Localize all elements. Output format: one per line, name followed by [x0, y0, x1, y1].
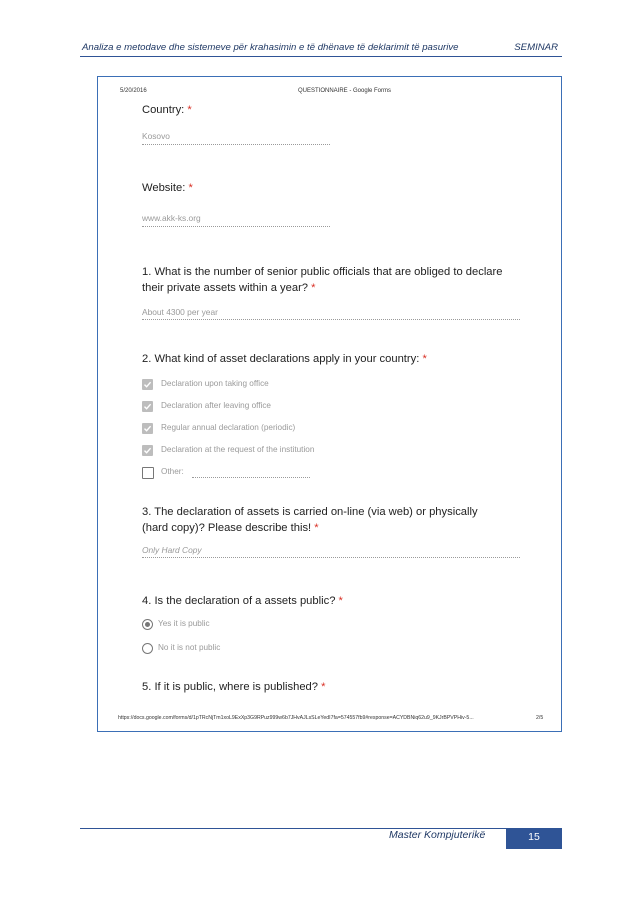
website-answer: www.akk-ks.org [142, 213, 201, 223]
option-label: Declaration at the request of the institution [161, 445, 315, 454]
country-label: Country: [142, 104, 185, 116]
required-marker: * [338, 595, 343, 607]
unselected-radio-icon [142, 643, 153, 654]
page-header [82, 42, 560, 56]
answer-underline [142, 557, 520, 558]
option-label: Yes it is public [158, 619, 210, 628]
question-3-line1: 3. The declaration of assets is carried on-line (via web) or physically [142, 506, 478, 518]
selected-radio-icon [142, 619, 153, 630]
option-label: Other: [161, 467, 184, 476]
question-1 [142, 265, 542, 296]
print-title: QUESTIONNAIRE - Google Forms [298, 88, 392, 94]
required-marker: * [321, 681, 326, 693]
question-4 [142, 594, 542, 610]
question-3-answer: Only Hard Copy [142, 545, 202, 555]
question-1-answer: About 4300 per year [142, 307, 218, 317]
option-label: Declaration upon taking office [161, 379, 269, 388]
answer-underline [142, 144, 330, 145]
required-marker: * [314, 521, 319, 534]
question-4-label: 4. Is the declaration of a assets public? [142, 595, 336, 607]
required-marker: * [187, 104, 192, 116]
answer-underline [142, 226, 330, 227]
question-2 [142, 352, 542, 368]
country-question [142, 103, 192, 119]
page-number: 15 [528, 831, 540, 843]
embedded-form-screenshot [97, 76, 562, 732]
header-title: Analiza e metodave dhe sistemeve për krahasimin e të dhënave të deklarimit të pasurive [82, 42, 459, 53]
country-answer: Kosovo [142, 131, 170, 141]
print-url: https://docs.google.com/forms/d/1pTRcNjTm1xoL9ExXp3G9RPuz999w6b7JHvAJLsSLeYedI7fa=574557fb9#response=ACYDBNiq62u9_9KJrBPVPHiv-5... [118, 715, 474, 721]
question-3 [142, 505, 542, 536]
print-date: 5/20/2016 [120, 88, 147, 94]
question-5 [142, 680, 542, 696]
unchecked-checkbox-icon [142, 467, 154, 479]
print-page-number: 2/5 [536, 715, 544, 721]
answer-underline [142, 319, 520, 320]
question-2-label: 2. What kind of asset declarations apply in your country: [142, 353, 420, 365]
header-section: SEMINAR [514, 42, 558, 53]
required-marker: * [422, 353, 427, 365]
page-number-box [506, 828, 562, 849]
other-underline [192, 477, 310, 478]
option-label: Regular annual declaration (periodic) [161, 423, 296, 432]
question-1-line2: their private assets within a year? [142, 281, 309, 294]
required-marker: * [311, 281, 316, 294]
footer-label: Master Kompjuterikë [389, 829, 486, 841]
checked-checkbox-icon [142, 401, 153, 412]
question-1-line1: 1. What is the number of senior public officials that are obliged to declare [142, 266, 503, 278]
checked-checkbox-icon [142, 423, 153, 434]
checked-checkbox-icon [142, 379, 153, 390]
website-label: Website: [142, 182, 186, 194]
header-rule [80, 56, 562, 57]
required-marker: * [188, 182, 193, 194]
website-question [142, 181, 193, 197]
question-5-label: 5. If it is public, where is published? [142, 681, 318, 693]
footer-rule [80, 828, 562, 829]
checked-checkbox-icon [142, 445, 153, 456]
option-label: No it is not public [158, 643, 221, 652]
option-label: Declaration after leaving office [161, 401, 271, 410]
question-3-line2: (hard copy)? Please describe this! [142, 521, 312, 534]
